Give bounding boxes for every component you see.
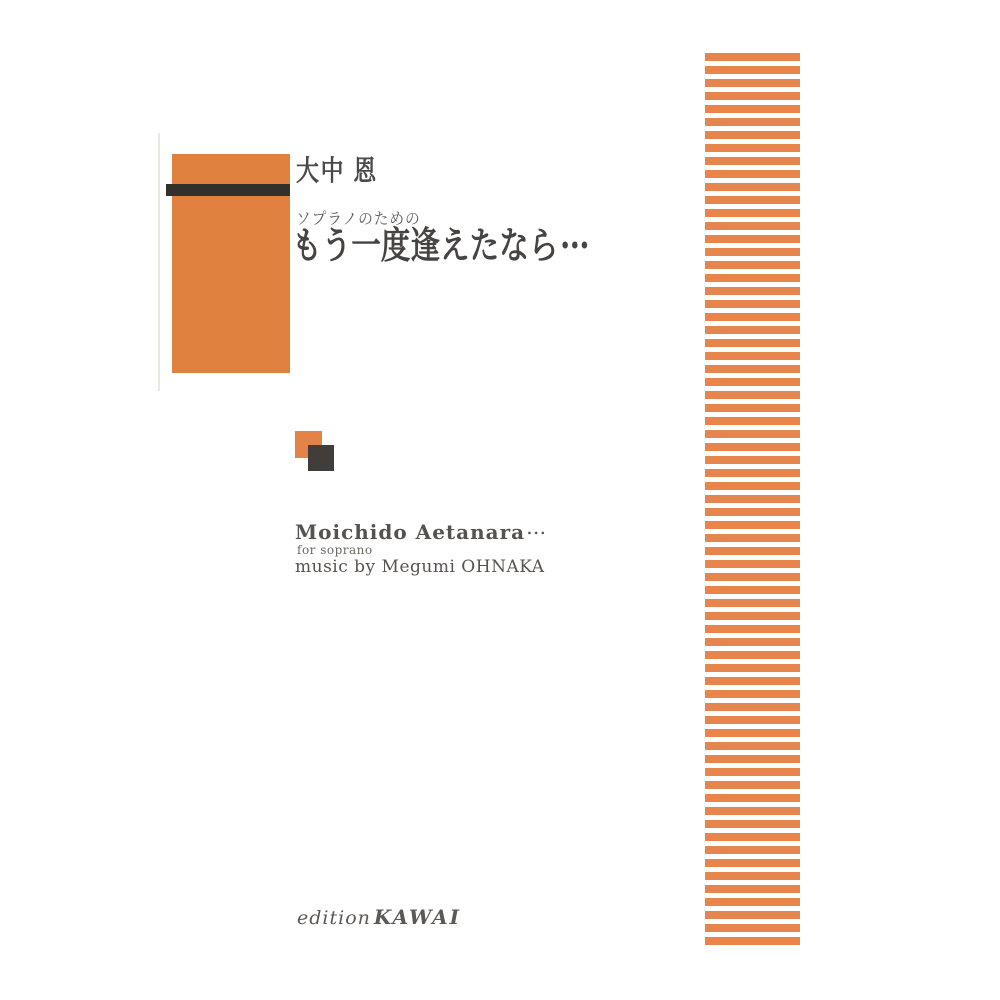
- accent-dark-bar: [166, 184, 290, 196]
- english-title: [295, 515, 549, 544]
- english-subtitle: for soprano: [297, 543, 373, 557]
- cover-crease-line: [158, 133, 160, 391]
- publisher-script-text: edition: [297, 907, 371, 929]
- series-note-japanese: ソプラノのための: [296, 211, 421, 228]
- english-credit: music by Megumi OHNAKA: [295, 557, 545, 577]
- stripe-column-decoration: [705, 53, 800, 945]
- publisher-name-text: KAWAI: [373, 905, 462, 929]
- main-title-text: もう一度逢えたなら: [292, 223, 559, 267]
- accent-square-dark: [308, 445, 334, 471]
- composer-name-japanese: 大中 恩: [296, 155, 378, 186]
- publisher-logotype: [297, 905, 461, 929]
- english-title-text: Moichido Aetanara: [295, 520, 526, 544]
- english-title-ellipsis: …: [526, 515, 549, 539]
- main-title-ellipsis: …: [560, 212, 592, 257]
